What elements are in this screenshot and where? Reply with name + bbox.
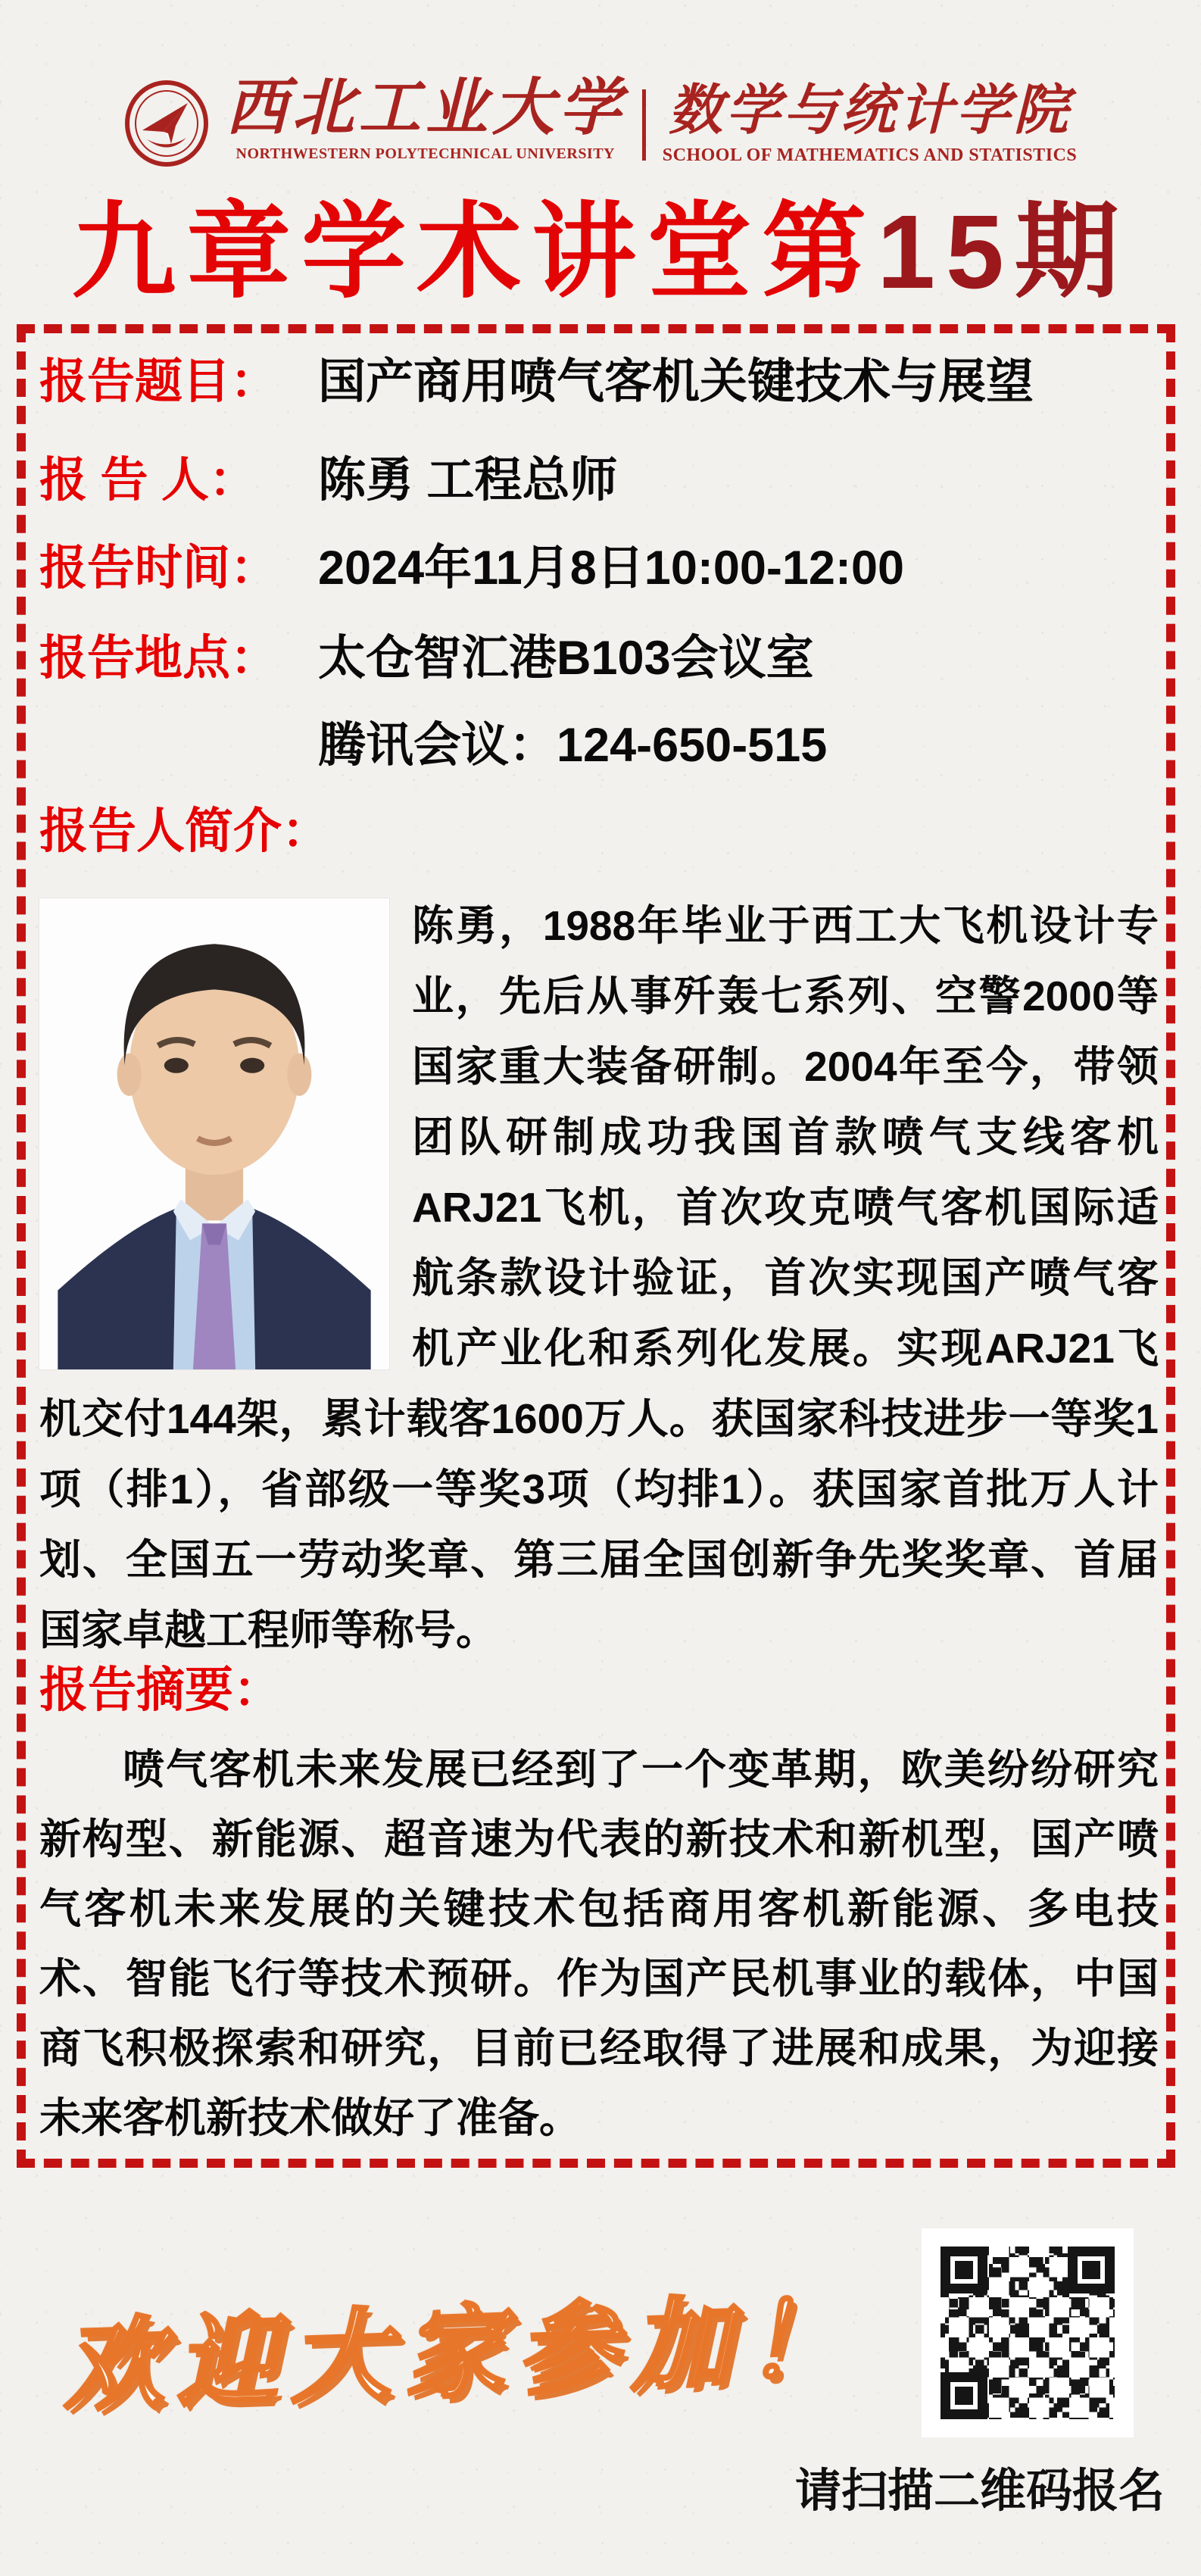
welcome-text: 欢迎大家参加！ bbox=[61, 2284, 860, 2424]
header-divider bbox=[642, 89, 646, 161]
qr-finder-bottom-left-icon bbox=[941, 2372, 987, 2419]
info-row-topic bbox=[39, 354, 1034, 409]
qr-code-pattern bbox=[941, 2247, 1115, 2419]
speaker-bio-text: 陈勇，1988年毕业于西工大飞机设计专业，先后从事歼轰七系列、空警2000等国家重大装备研制。2004年至今，带领团队研制成功我国首款喷气支线客机ARJ21飞机，首次攻克喷气客机国际适航条款设计验证，首次实现国产喷气客机产业化和系列化发展。实现ARJ21飞机交付144架，累计载客1600万人。获国家科技进步一等奖1项（排1），省部级一等奖3项（均排1）。获国家首批万人计划、全国五一劳动奖章、第三届全国创新争先奖奖章、首届国家卓越工程师等称号。 bbox=[39, 902, 1159, 1653]
header bbox=[0, 73, 1201, 167]
speaker-photo bbox=[39, 898, 389, 1369]
school-name-cn: 数学与统计学院 bbox=[668, 80, 1072, 141]
time-label: 报告时间： bbox=[39, 542, 278, 595]
time-value: 2024年11月8日10:00-12:00 bbox=[318, 542, 905, 595]
university-seal-icon bbox=[124, 80, 209, 167]
school-name-block bbox=[663, 77, 1077, 166]
university-name-cn: 西北工业大学 bbox=[225, 73, 625, 142]
abstract-text: 喷气客机未来发展已经到了一个变革期，欧美纷纷研究新构型、新能源、超音速为代表的新技术和新机型，国产喷气客机未来发展的关键技术包括商用客机新能源、多电技术、智能飞行等技术预研。作为国产民机事业的载体，中国商飞积极探索和研究，目前已经取得了进展和成果，为迎接未来客机新技术做好了准备。 bbox=[39, 1746, 1159, 2141]
qr-caption: 请扫描二维码报名 bbox=[794, 2465, 1165, 2516]
speaker-portrait-illustration bbox=[39, 898, 389, 1369]
topic-label: 报告题目： bbox=[39, 355, 278, 408]
info-row-location bbox=[39, 631, 814, 685]
speaker-label: 报 告 人： bbox=[39, 454, 257, 507]
qr-code bbox=[922, 2228, 1134, 2437]
info-row-meeting bbox=[39, 718, 827, 773]
university-name-block bbox=[225, 73, 625, 163]
profile-heading: 报告人简介： bbox=[39, 804, 330, 858]
speaker-value: 陈勇 工程总师 bbox=[318, 454, 618, 507]
qr-finder-top-left-icon bbox=[941, 2247, 987, 2293]
university-name-en: NORTHWESTERN POLYTECHNICAL UNIVERSITY bbox=[236, 145, 616, 162]
page-title bbox=[0, 192, 1201, 313]
title-series: 九章学术讲堂第 bbox=[71, 194, 878, 311]
qr-finder-top-right-icon bbox=[1068, 2247, 1115, 2293]
school-name-en: SCHOOL OF MATHEMATICS AND STATISTICS bbox=[662, 145, 1078, 165]
info-row-time bbox=[39, 541, 904, 595]
info-row-speaker bbox=[39, 453, 618, 507]
speaker-bio bbox=[39, 891, 1159, 1666]
location-label: 报告地点： bbox=[39, 632, 278, 685]
location-value: 太仓智汇港B103会议室 bbox=[318, 632, 814, 685]
title-issue: 15期 bbox=[877, 194, 1130, 311]
abstract-heading: 报告摘要： bbox=[39, 1663, 282, 1717]
meeting-value: 腾讯会议：124-650-515 bbox=[318, 719, 828, 772]
topic-value: 国产商用喷气客机关键技术与展望 bbox=[318, 355, 1034, 408]
